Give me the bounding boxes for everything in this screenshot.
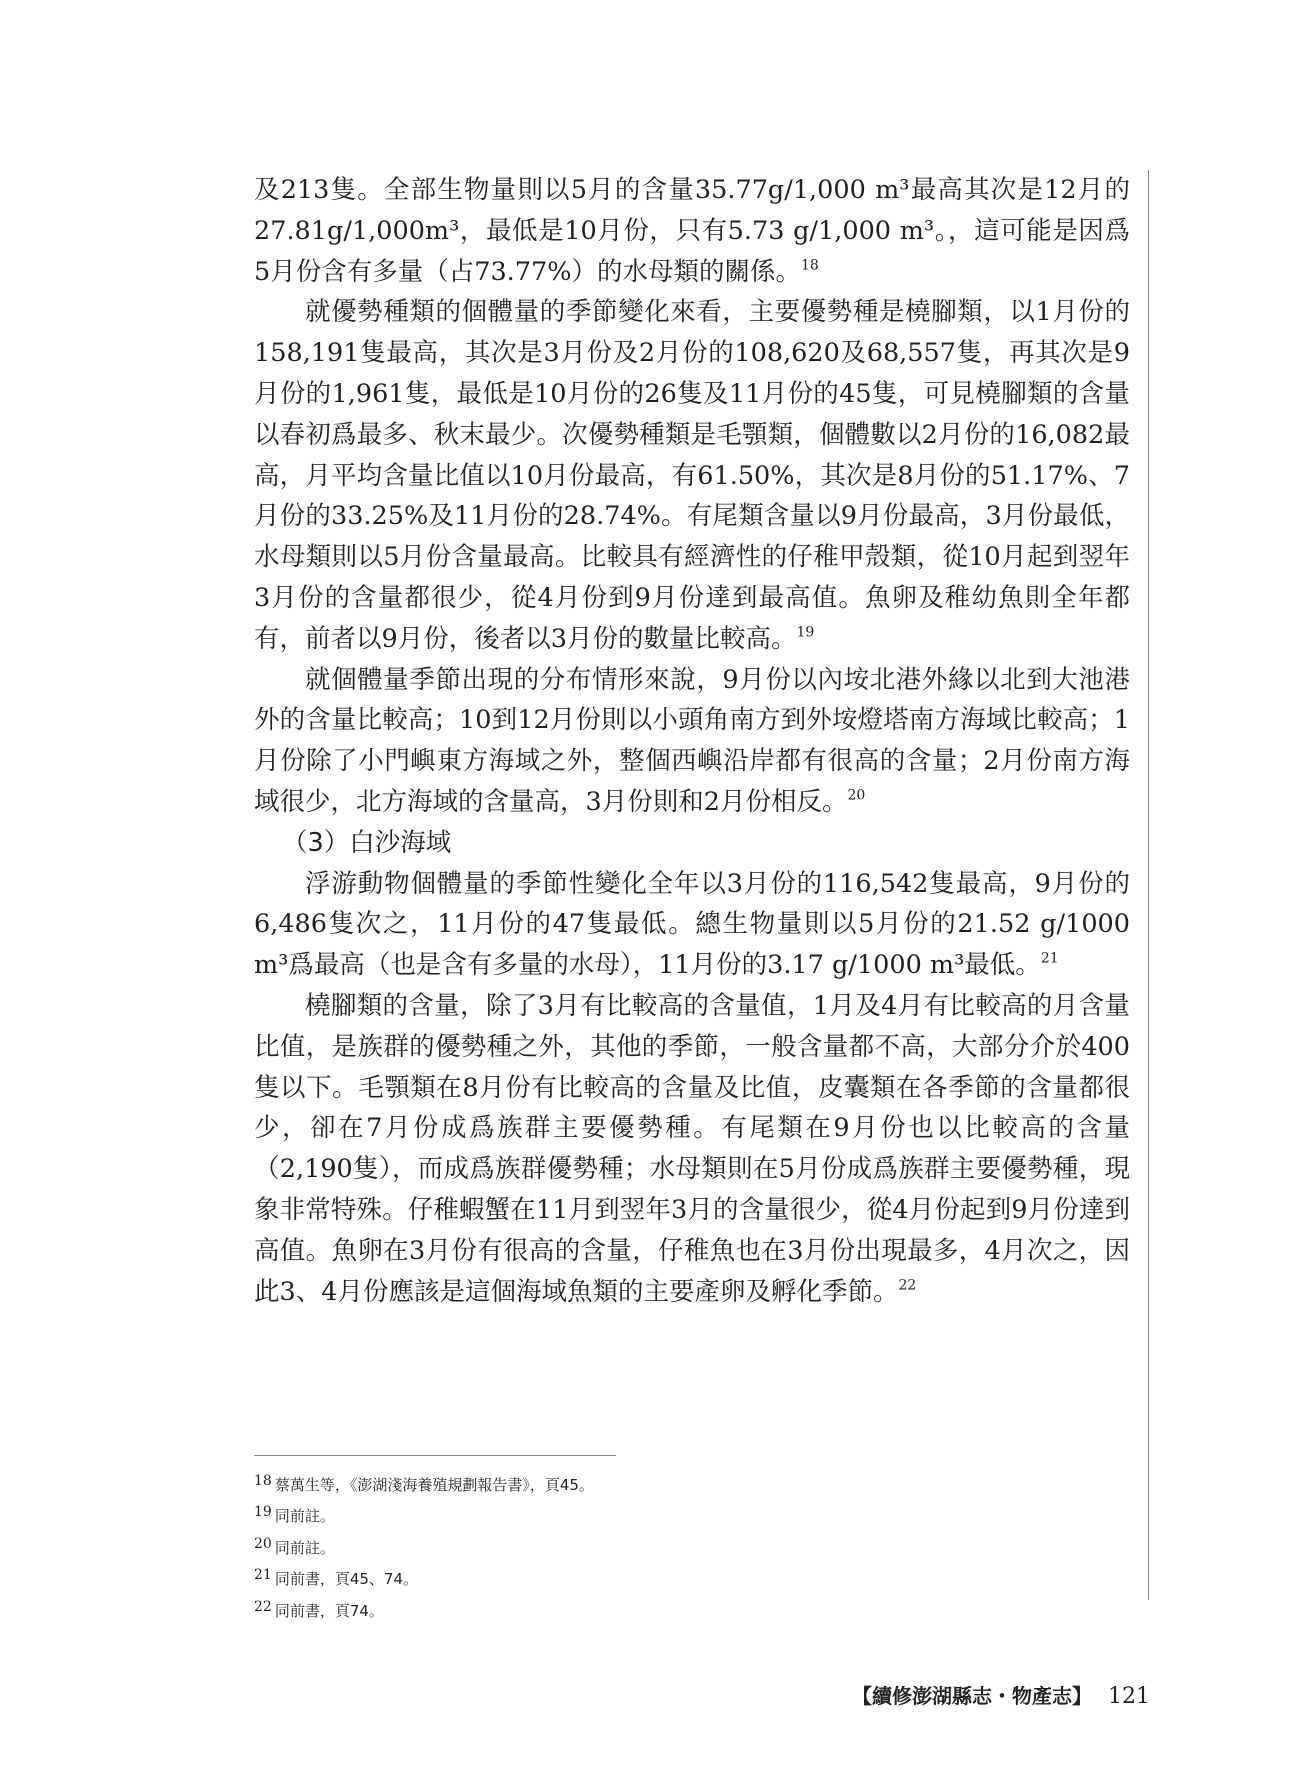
- footnote-number: 20: [254, 1535, 272, 1552]
- paragraph-text: 橈腳類的含量，除了3月有比較高的含量值，1月及4月有比較高的月含量比值，是族群的優勢種之外，其他的季節，一般含量都不高，大部分介於400隻以下。毛顎類在8月份有比較高的含量及比值，皮囊類在各季節的含量都很少，卻在7月份成爲族群主要優勢種。有尾類在9月份也以比較高的含量（2,190隻），而成爲族群優勢種；水母類則在5月份成爲族群主要優勢種，現象非常特殊。仔稚蝦蟹在11月到翌年3月的含量很少，從4月份起到9月份達到高值。魚卵在3月份有很高的含量，仔稚魚也在3月份出現最多，4月次之，因此3、4月份應該是這個海域魚類的主要產卵及孵化季節。: [254, 990, 1130, 1307]
- footnote-number: 22: [254, 1598, 272, 1615]
- paragraph-text: 就個體量季節出現的分布情形來說，9月份以內垵北港外緣以北到大池港外的含量比較高；10到12月份則以小頭角南方到外垵燈塔南方海域比較高；1月份除了小門嶼東方海域之外，整個西嶼沿岸都有很高的含量；2月份南方海域很少，北方海域的含量高，3月份則和2月份相反。: [254, 664, 1130, 817]
- footnote-18: [254, 1468, 1054, 1499]
- footnote-number: 18: [254, 1473, 272, 1489]
- paragraph-text: 浮游動物個體量的季節性變化全年以3月份的116,542隻最高，9月份的6,486隻次之，11月份的47隻最低。總生物量則以5月份的21.52 g/1000 m³爲最高（也是含有多量的水母），11月份的3.17 g/1000 m³最低。: [254, 868, 1130, 981]
- footnote-22: [254, 1594, 1054, 1625]
- footnote-ref: 22: [898, 1277, 917, 1293]
- paragraph-2: [254, 292, 1130, 659]
- paragraph-text: 就優勢種類的個體量的季節變化來看，主要優勢種是橈腳類，以1月份的158,191隻最高，其次是3月份及2月份的108,620及68,557隻，再其次是9月份的1,961隻，最低是10月份的26隻及11月份的45隻，可見橈腳類的含量以春初爲最多、秋末最少。次優勢種類是毛顎類，個體數以2月份的16,082最高，月平均含量比值以10月份最高，有61.50%，其次是8月份的51.17%、7月份的33.25%及11月份的28.74%。有尾類含量以9月份最高，3月份最低，水母類則以5月份含量最高。比較具有經濟性的仔稚甲殼類，從10月起到翌年3月份的含量都很少，從4月份到9月份達到最高值。魚卵及稚幼魚則全年都有，前者以9月份，後者以3月份的數量比較高。: [254, 297, 1130, 654]
- footnote-ref: 18: [800, 257, 819, 274]
- footnote-19: [254, 1499, 1054, 1530]
- paragraph-3: [254, 660, 1130, 823]
- page-footer: [852, 1680, 1150, 1709]
- footnote-21: [254, 1562, 1054, 1593]
- footnote-ref: 21: [1040, 950, 1059, 967]
- paragraph-text: 及213隻。全部生物量則以5月的含量35.77g/1,000 m³最高其次是12月的27.81g/1,000m³，最低是10月份，只有5.73 g/1,000 m³。，這可能是因爲5月份含有多量（占73.77%）的水母類的關係。: [254, 175, 1130, 287]
- footnote-ref: 19: [796, 624, 815, 641]
- paragraph-5: [254, 986, 1130, 1312]
- paragraph-1: [254, 170, 1130, 292]
- footnotes: [254, 1468, 1054, 1625]
- margin-rule: [1148, 170, 1149, 1600]
- footnote-text: 蔡萬生等，《澎湖淺海養殖規劃報告書》，頁45。: [274, 1475, 594, 1494]
- main-text: [254, 170, 1130, 1312]
- footnote-number: 19: [254, 1504, 272, 1521]
- footnote-text: 同前註。: [274, 1538, 335, 1557]
- footnote-ref: 20: [847, 787, 866, 804]
- page-number: 121: [1108, 1684, 1150, 1709]
- footnote-divider: [254, 1455, 616, 1456]
- footnote-text: 同前註。: [274, 1507, 335, 1526]
- footnote-text: 同前書，頁45、74。: [274, 1570, 419, 1589]
- running-title: 【續修澎湖縣志・物產志】: [852, 1684, 1092, 1708]
- footnote-20: [254, 1531, 1054, 1562]
- footnote-text: 同前書，頁74。: [274, 1601, 384, 1620]
- section-heading: （3）白沙海域: [282, 827, 452, 858]
- paragraph-4: [254, 864, 1130, 986]
- footnote-number: 21: [254, 1567, 272, 1584]
